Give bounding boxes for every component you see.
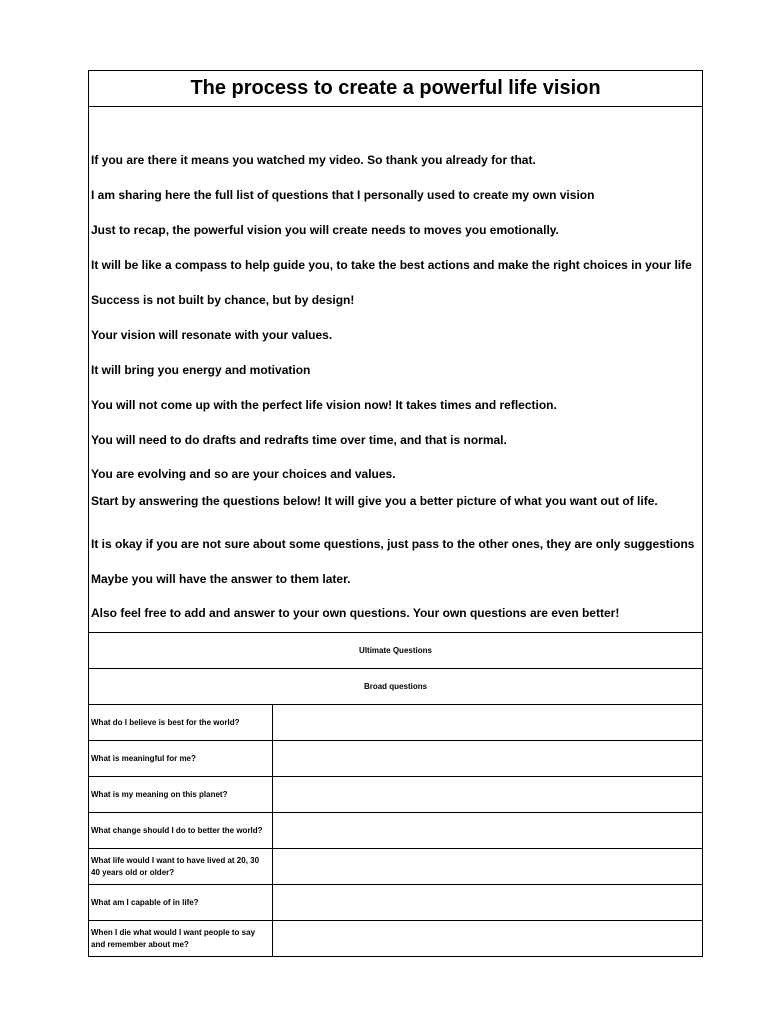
- answer-cell[interactable]: [273, 705, 702, 740]
- intro-paragraph: It is okay if you are not sure about some questions, just pass to the other ones, they are only suggestions: [91, 537, 695, 551]
- vision-worksheet: [88, 70, 703, 957]
- document-title: The process to create a powerful life vision: [89, 71, 702, 107]
- question-row: [89, 813, 702, 849]
- question-label: What do I believe is best for the world?: [89, 705, 273, 740]
- question-row: [89, 885, 702, 921]
- question-label: What life would I want to have lived at 20, 30 40 years old or older?: [89, 849, 273, 884]
- intro-paragraph: You will need to do drafts and redrafts time over time, and that is normal.: [91, 433, 507, 447]
- question-row: [89, 705, 702, 741]
- intro-paragraph: Also feel free to add and answer to your own questions. Your own questions are even better!: [91, 606, 620, 620]
- intro-paragraph: It will be like a compass to help guide you, to take the best actions and make the right choices in your life: [91, 258, 692, 272]
- section-header-ultimate: Ultimate Questions: [89, 633, 702, 669]
- answer-cell[interactable]: [273, 921, 702, 956]
- answer-cell[interactable]: [273, 777, 702, 812]
- intro-paragraph: It will bring you energy and motivation: [91, 363, 311, 377]
- answer-cell[interactable]: [273, 849, 702, 884]
- question-row: [89, 921, 702, 956]
- intro-paragraph: If you are there it means you watched my video. So thank you already for that.: [91, 153, 536, 167]
- question-row: [89, 741, 702, 777]
- answer-cell[interactable]: [273, 885, 702, 920]
- intro-paragraph: You are evolving and so are your choices and values.: [91, 467, 396, 481]
- section-header-broad: Broad questions: [89, 669, 702, 705]
- intro-text-block: [89, 107, 702, 633]
- answer-cell[interactable]: [273, 741, 702, 776]
- intro-paragraph: [91, 632, 700, 633]
- question-label: What is meaningful for me?: [89, 741, 273, 776]
- intro-paragraph: I am sharing here the full list of questions that I personally used to create my own vision: [91, 188, 595, 202]
- intro-paragraph: Start by answering the questions below! It will give you a better picture of what you want out of life.: [91, 494, 658, 508]
- intro-paragraph: You will not come up with the perfect life vision now! It takes times and reflection.: [91, 398, 557, 412]
- intro-paragraph: Maybe you will have the answer to them later.: [91, 572, 351, 586]
- intro-paragraph: Your vision will resonate with your values.: [91, 328, 333, 342]
- question-label: What is my meaning on this planet?: [89, 777, 273, 812]
- question-row: [89, 849, 702, 885]
- intro-paragraph: Success is not built by chance, but by design!: [91, 293, 355, 307]
- question-label: When I die what would I want people to say and remember about me?: [89, 921, 273, 956]
- question-label: What am I capable of in life?: [89, 885, 273, 920]
- intro-paragraph: Just to recap, the powerful vision you will create needs to moves you emotionally.: [91, 223, 559, 237]
- answer-cell[interactable]: [273, 813, 702, 848]
- question-row: [89, 777, 702, 813]
- question-label: What change should I do to better the world?: [89, 813, 273, 848]
